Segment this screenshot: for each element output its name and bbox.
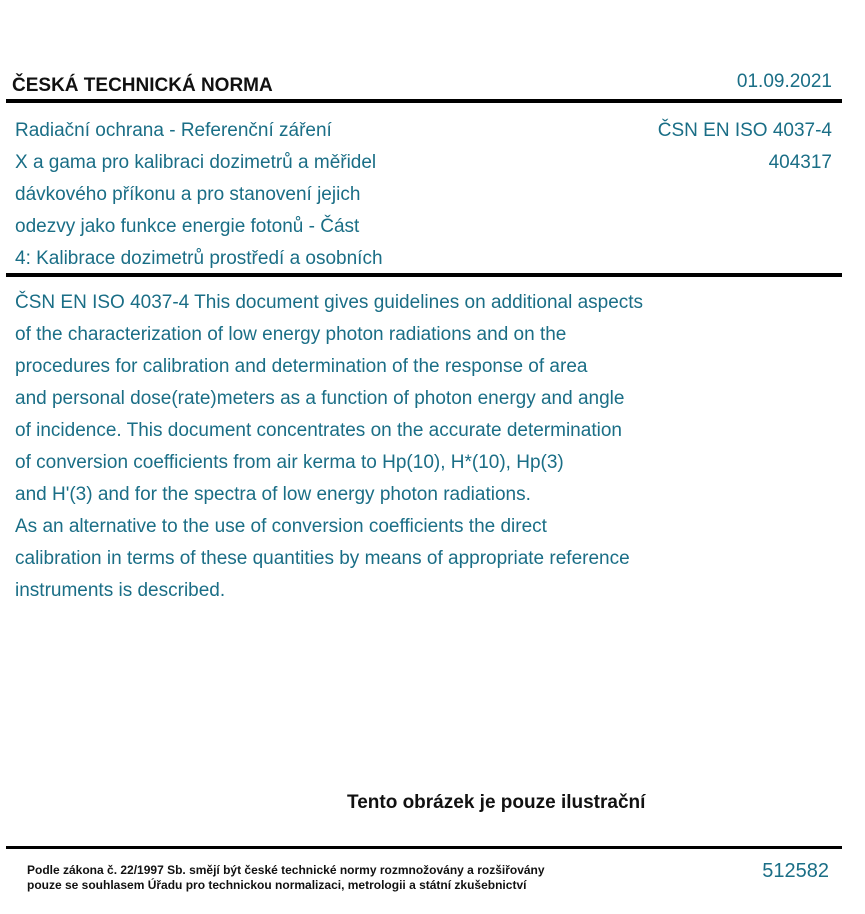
abstract-line: As an alternative to the use of conversion coefficients the direct (15, 516, 547, 537)
standard-designation: ČSN EN ISO 4037-4 (657, 120, 832, 141)
catalog-number: 512582 (762, 860, 829, 882)
illustrative-note: Tento obrázek je pouze ilustrační (347, 792, 646, 813)
abstract-line: ČSN EN ISO 4037-4 This document gives guidelines on additional aspects (15, 292, 644, 313)
footer-divider (6, 846, 842, 849)
standard-title (15, 115, 455, 275)
abstract-line: and personal dose(rate)meters as a function of photon energy and angle (15, 388, 625, 409)
legal-notice (27, 863, 545, 893)
header-divider (6, 99, 842, 103)
title-divider (6, 273, 842, 277)
abstract-line: calibration in terms of these quantities by means of appropriate reference (15, 548, 630, 569)
standard-title-line: Radiační ochrana - Referenční záření (15, 120, 332, 141)
abstract-line: of incidence. This document concentrates on the accurate determination (15, 420, 622, 441)
abstract-line: of the characterization of low energy photon radiations and on the (15, 324, 567, 345)
legal-notice-line: Podle zákona č. 22/1997 Sb. smějí být české technické normy rozmnožovány a rozšiřovány (27, 863, 545, 877)
standard-title-line: odezvy jako funkce energie fotonů - Část (15, 216, 360, 237)
standard-title-line: 4: Kalibrace dozimetrů prostředí a osobních (15, 248, 383, 269)
document-type-title: ČESKÁ TECHNICKÁ NORMA (12, 75, 273, 96)
standard-title-line: dávkového příkonu a pro stanovení jejich (15, 184, 361, 205)
standard-title-line: X a gama pro kalibraci dozimetrů a měřidel (15, 152, 377, 173)
abstract-line: procedures for calibration and determination of the response of area (15, 356, 588, 377)
publication-date: 01.09.2021 (736, 71, 832, 92)
abstract-line: instruments is described. (15, 580, 226, 601)
standard-identifiers (658, 115, 832, 179)
abstract-line: of conversion coefficients from air kerma to Hp(10), H*(10), Hp(3) (15, 452, 564, 473)
legal-notice-line: pouze se souhlasem Úřadu pro technickou normalizaci, metrologii a státní zkušebnictví (27, 878, 527, 892)
classification-code: 404317 (768, 152, 832, 173)
abstract-text (15, 287, 735, 607)
abstract-line: and H'(3) and for the spectra of low energy photon radiations. (15, 484, 531, 505)
